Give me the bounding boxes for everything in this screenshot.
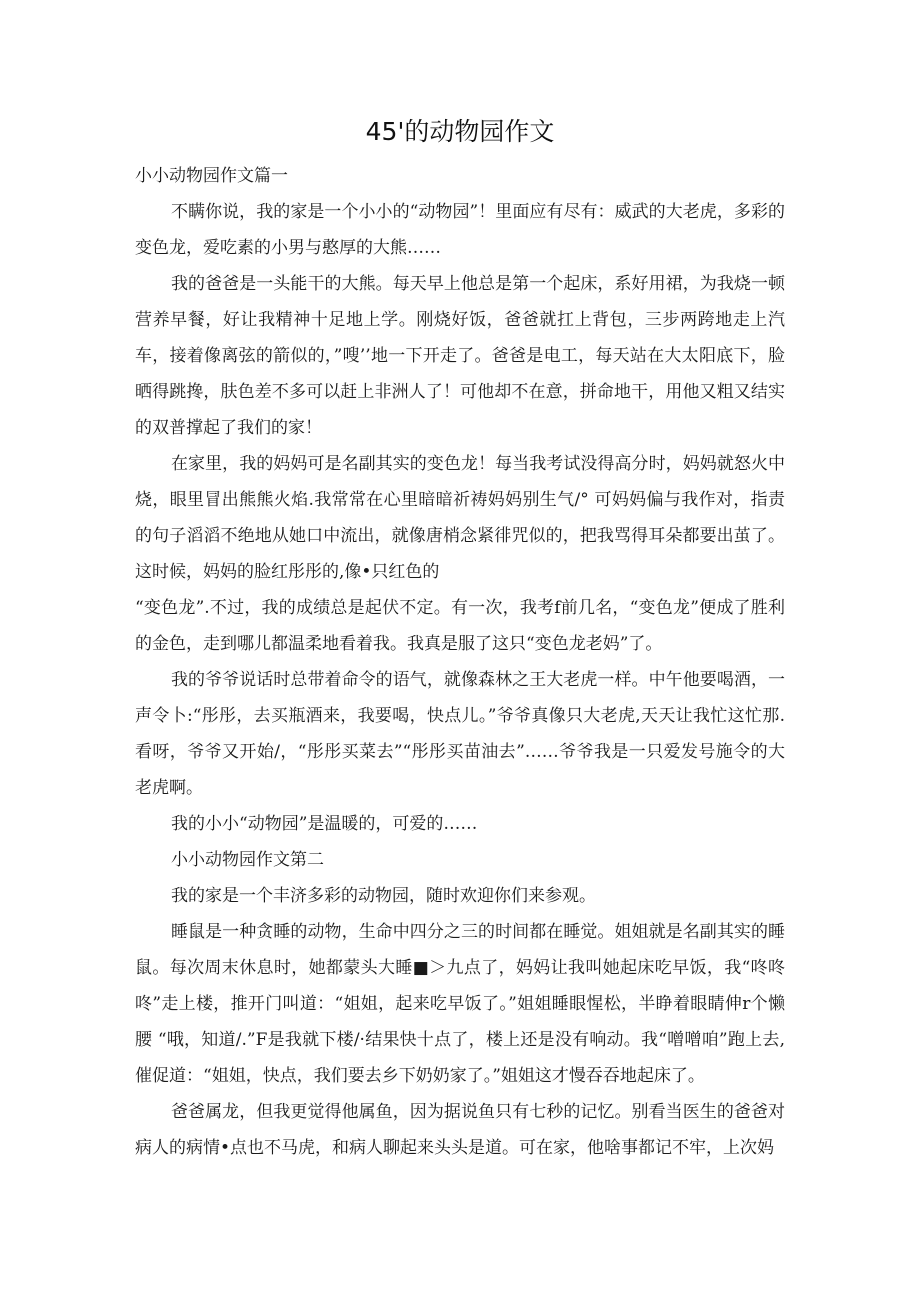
paragraph: 我的家是一个丰济多彩的动物园，随时欢迎你们来参观。: [171, 886, 596, 906]
paragraph: 我的爸爸是一头能干的大熊。每天早上他总是第一个起床，系好用裙，为我烧一顿营养早餐，好让我精神十足地上学。刚烧好饭，爸爸就扛上背包，三步两跨地走上汽车，接着像离弦的箭似的，”嗖’’地一下开走了。爸爸是电工，每天站在大太阳底下，脸晒得跳搀，肤色差不多可以赶上非洲人了！可他却不在意，拼命地干，用他又粗又结实的双普撑起了我们的家！: [135, 274, 785, 438]
paragraph: 爸爸属龙，但我更觉得他属鱼，因为据说鱼只有七秒的记忆。别看当医生的爸爸对病人的病情•点也不马虎，和病人聊起来头头是道。可在家，他啥事都记不牢，上次妈: [135, 1102, 785, 1158]
paragraph: 我的爷爷说话时总带着命令的语气，就像森林之王大老虎一样。中午他要喝酒，一声令卜:“彤彤，去买瓶酒来，我要喝，快点儿。”爷爷真像只大老虎,天天让我忙这忙那.看呀，爷爷又开始/，“彤彤买菜去”“彤彤买苗油去”……爷爷我是一只爱发号施令的大老虎啊。: [135, 670, 785, 798]
paragraph: 不瞒你说，我的家是一个小小的“动物园”！里面应有尽有：威武的大老虎，多彩的变色龙，爱吃素的小男与憨厚的大熊……: [135, 202, 785, 258]
paragraph: 睡鼠是一种贪睡的动物，生命中四分之三的时间都在睡觉。姐姐就是名副其实的睡鼠。每次周末休息时，她都蒙头大睡■＞九点了，妈妈让我叫她起床吃早饭，我“咚咚咚”走上楼，推开门叫道：“姐姐，起来吃早饭了。”姐姐睡眼惺松，半睁着眼睛伸r个懒腰 “哦，知道/.”F是我就下楼/·结果快十点了，楼上还是没有响动。我“噌噌咱”跑上去,催促道：“姐姐，快点，我们要去乡下奶奶家了。”姐姐这才慢吞吞地起床了。: [135, 922, 785, 1086]
document-title: 45'的动物园作文: [365, 117, 555, 146]
document-body: [135, 158, 785, 1166]
paragraph: “变色龙”.不过，我的成绩总是起伏不定。有一次，我考f前几名，“变色龙”便成了胜利的金色，走到哪儿都温柔地看着我。我真是服了这只“变色龙老妈”了。: [135, 598, 785, 654]
paragraph: 在家里，我的妈妈可是名副其实的变色龙！每当我考试没得高分时，妈妈就怒火中烧，眼里冒出熊熊火焰.我常常在心里暗暗祈祷妈妈别生气/° 可妈妈偏与我作对，指责的句子滔滔不绝地从她口中流出，就像唐梢念紧徘咒似的，把我骂得耳朵都要出茧了。这时候，妈妈的脸红彤彤的,像•只红色的: [135, 454, 785, 582]
section-heading: 小小动物园作文第二: [171, 850, 324, 870]
paragraph: 我的小小“动物园”是温暖的，可爱的……: [171, 814, 478, 834]
paragraph: 小小动物园作文篇一: [135, 166, 288, 186]
